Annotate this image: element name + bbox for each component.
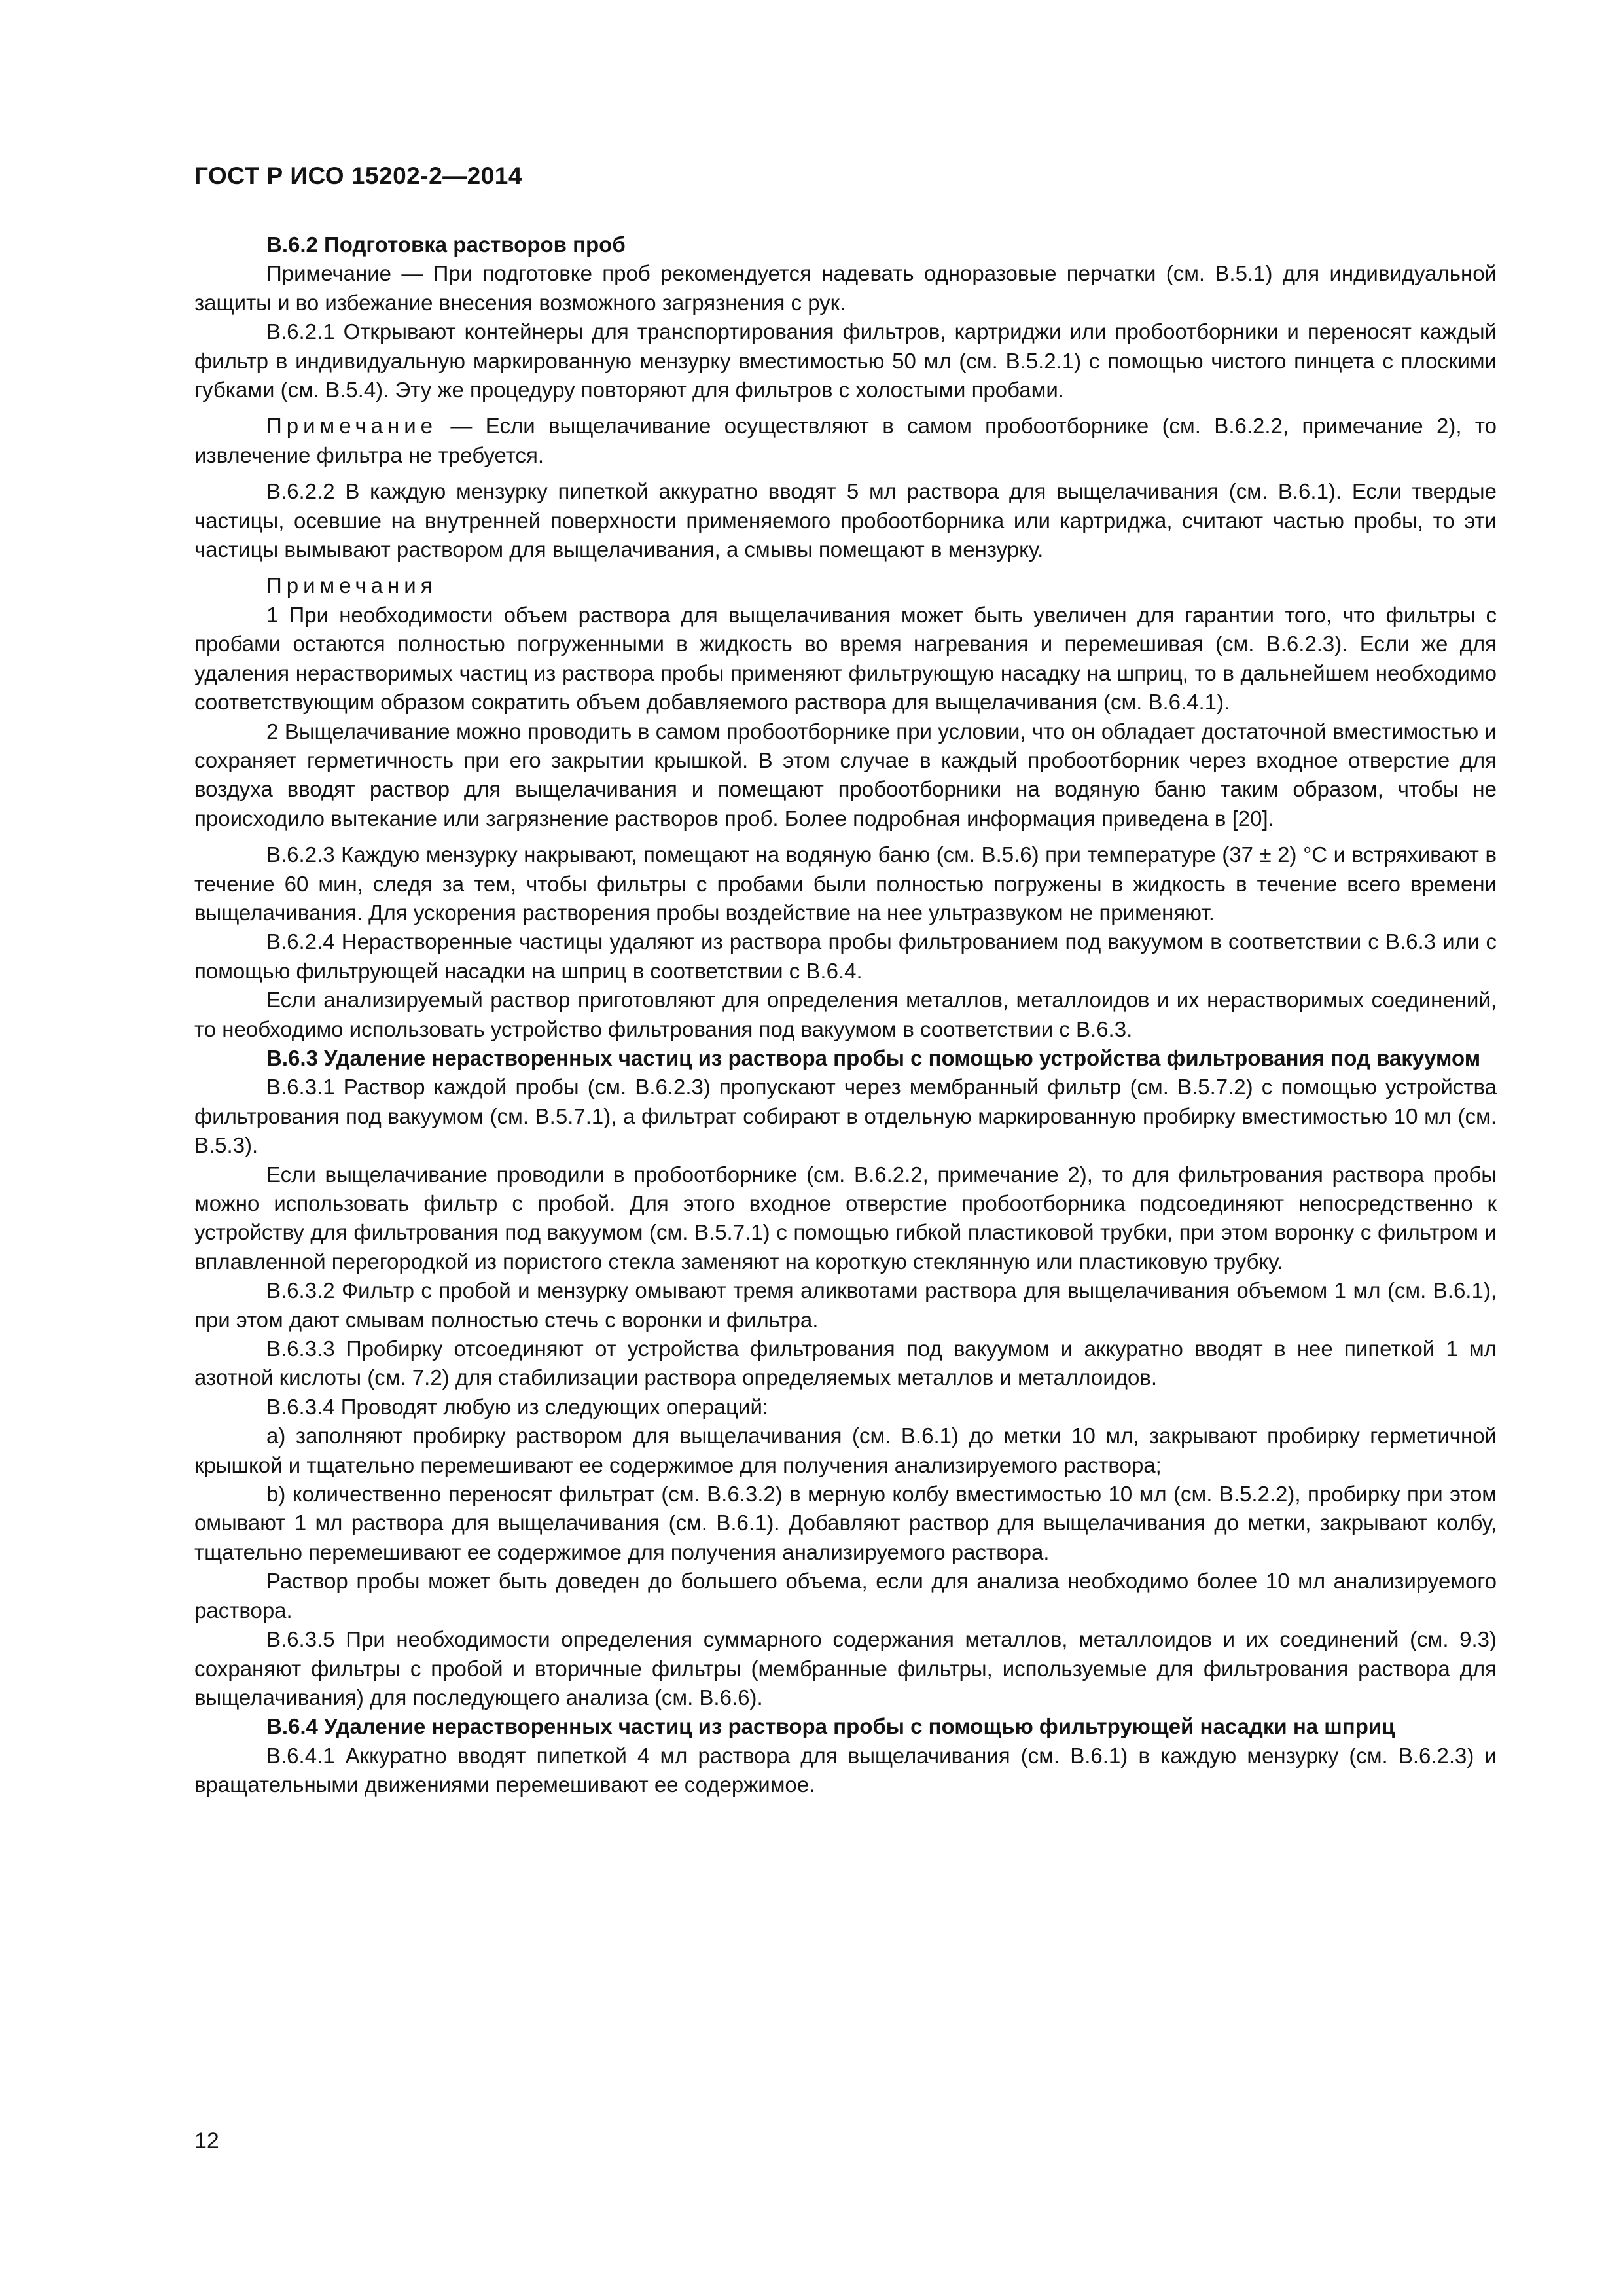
paragraph-b622: B.6.2.2 В каждую мензурку пипеткой аккуратно вводят 5 мл раствора для выщелачивания (см. B.6.1). Если твердые частицы, осевшие на внутренней поверхности применяемого пробоотборника или картриджа, считают частью пробы, то эти частицы вымывают раствором для выщелачивания, а смывы помещают в мензурку.: [194, 479, 1497, 562]
note-item-2: 2 Выщелачивание можно проводить в самом пробоотборнике при условии, что он обладает достаточной вместимостью и сохраняет герметичность при его закрытии крышкой. В этом случае в каждый пробоотборник через входное отверстие для воздуха вводят раствор для выщелачивания и помещают пробоотборники на водяную баню таким образом, чтобы не происходило вытекание или загрязнение растворов проб. Более подробная информация приведена в [20].: [194, 719, 1497, 831]
page-number: 12: [194, 2128, 219, 2153]
document-body: [194, 230, 1497, 1800]
list-item-b: b) количественно переносят фильтрат (см. B.6.3.2) в мерную колбу вместимостью 10 мл (см. B.5.2.2), пробирку при этом омывают 1 мл раствора для выщелачивания (см. B.6.1). Добавляют раствор для выщелачивания до метки, закрывают колбу, тщательно перемешивают ее содержимое для получения анализируемого раствора.: [194, 1482, 1497, 1564]
note-b621: [194, 412, 1497, 470]
paragraph-b621: B.6.2.1 Открывают контейнеры для транспортирования фильтров, картриджи или пробоотборники и переносят каждый фильтр в индивидуальную маркированную мензурку вместимостью 50 мл (см. B.5.2.1) с помощью чистого пинцета с плоскими губками (см. B.5.4). Эту же процедуру повторяют для фильтров с холостыми пробами.: [194, 319, 1497, 403]
paragraph-b631-cont: Если выщелачивание проводили в пробоотборнике (см. B.6.2.2, примечание 2), то для фильтрования раствора пробы можно использовать фильтр с пробой. Для этого входное отверстие пробоотборника подсоединяют непосредственно к устройству для фильтрования под вакуумом (см. B.5.7.1) с помощью гибкой пластиковой трубки, при этом воронку с фильтром и вплавленной перегородкой из пористого стекла заменяют на короткую стеклянную или пластиковую трубку.: [194, 1162, 1497, 1274]
note-label: Примечание: [266, 414, 438, 439]
paragraph-b624: B.6.2.4 Нерастворенные частицы удаляют из раствора пробы фильтрованием под вакуумом в соответствии с B.6.3 или с помощью фильтрующей насадки на шприц в соответствии с B.6.4.: [194, 929, 1497, 983]
document-header: ГОСТ Р ИСО 15202-2—2014: [194, 162, 522, 189]
note-item-1: 1 При необходимости объем раствора для выщелачивания может быть увеличен для гарантии того, что фильтры с пробами остаются полностью погруженными в жидкость во время нагревания и перемешивая (см. B.6.2.3). Если же для удаления нерастворимых частиц из раствора пробы применяют фильтрующую насадку на шприц, то в дальнейшем необходимо соответствующим образом сократить объем добавляемого раствора для выщелачивания (см. B.6.4.1).: [194, 602, 1497, 715]
note-intro: Примечание — При подготовке проб рекомендуется надевать одноразовые перчатки (см. B.5.1) для индивидуальной защиты и во избежание внесения возможного загрязнения с рук.: [194, 261, 1497, 315]
section-heading-b62: B.6.2 Подготовка растворов проб: [266, 232, 626, 257]
paragraph-b634: B.6.3.4 Проводят любую из следующих операций:: [266, 1394, 769, 1419]
paragraph-b633: B.6.3.3 Пробирку отсоединяют от устройства фильтрования под вакуумом и аккуратно вводят в нее пипеткой 1 мл азотной кислоты (см. 7.2) для стабилизации раствора определяемых металлов и металлоидов.: [194, 1336, 1497, 1390]
paragraph-b623: B.6.2.3 Каждую мензурку накрывают, помещают на водяную баню (см. B.5.6) при температуре (37 ± 2) °С и встряхивают в течение 60 мин, следя за тем, чтобы фильтры с пробами были полностью погружены в жидкость в течение всего времени выщелачивания. Для ускорения растворения пробы воздействие на нее ультразвуком не применяют.: [194, 842, 1497, 925]
notes-label: [194, 571, 1497, 600]
paragraph-b631: B.6.3.1 Раствор каждой пробы (см. B.6.2.3) пропускают через мембранный фильтр (см. B.5.7.2) с помощью устройства фильтрования под вакуумом (см. B.5.7.1), а фильтрат собирают в отдельную маркированную пробирку вместимостью 10 мл (см. B.5.3).: [194, 1075, 1497, 1158]
note-text: — Если выщелачивание осуществляют в самом пробоотборнике (см. B.6.2.2, примечание 2), то извлечение фильтра не требуется.: [194, 414, 1497, 467]
paragraph-b634-cont: Раствор пробы может быть доведен до большего объема, если для анализа необходимо более 10 мл анализируемого раствора.: [194, 1569, 1497, 1623]
notes-label-text: Примечания: [266, 573, 437, 598]
section-heading-b63: B.6.3 Удаление нерастворенных частиц из раствора пробы с помощью устройства фильтрования под вакуумом: [266, 1045, 1481, 1070]
list-item-a: a) заполняют пробирку раствором для выщелачивания (см. B.6.1) до метки 10 мл, закрывают пробирку герметичной крышкой и тщательно перемешивают ее содержимое для получения анализируемого раствора;: [194, 1424, 1497, 1477]
section-heading-b64: B.6.4 Удаление нерастворенных частиц из раствора пробы с помощью фильтрующей насадки на шприц: [266, 1714, 1395, 1739]
paragraph-b632: B.6.3.2 Фильтр с пробой и мензурку омывают тремя аликвотами раствора для выщелачивания объемом 1 мл (см. B.6.1), при этом дают смывам полностью стечь с воронки и фильтра.: [194, 1278, 1497, 1332]
paragraph-b624-cont: Если анализируемый раствор приготовляют для определения металлов, металлоидов и их нерастворимых соединений, то необходимо использовать устройство фильтрования под вакуумом в соответствии с B.6.3.: [194, 988, 1497, 1041]
paragraph-b635: B.6.3.5 При необходимости определения суммарного содержания металлов, металлоидов и их соединений (см. 9.3) сохраняют фильтры с пробой и вторичные фильтры (мембранные фильтры, используемые для фильтрования раствора для выщелачивания) для последующего анализа (см. B.6.6).: [194, 1627, 1497, 1710]
paragraph-b641: B.6.4.1 Аккуратно вводят пипеткой 4 мл раствора для выщелачивания (см. B.6.1) в каждую мензурку (см. B.6.2.3) и вращательными движениями перемешивают ее содержимое.: [194, 1743, 1497, 1797]
